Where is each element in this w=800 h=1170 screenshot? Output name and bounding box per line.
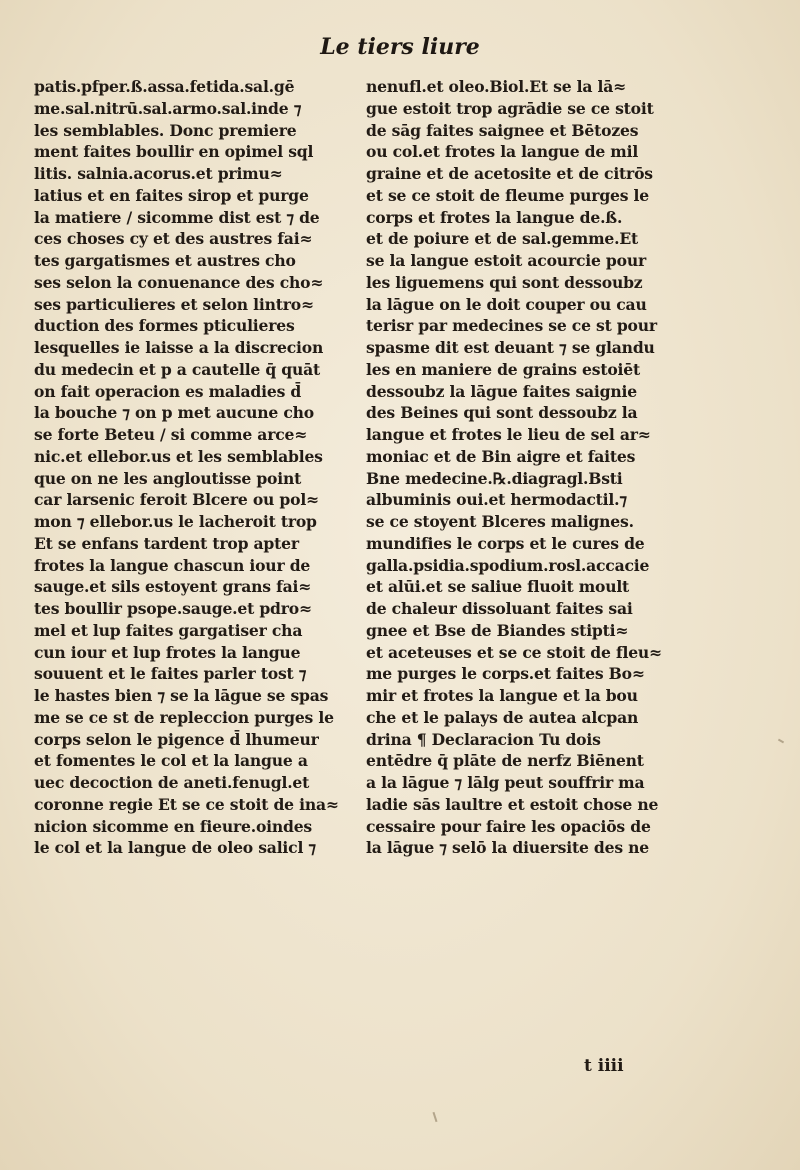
text-line: corps selon le pigence d̄ lhumeur — [34, 729, 319, 749]
text-line: cessaire pour faire les opaciōs de — [366, 816, 651, 836]
text-line: patis.pfper.ß.assa.fetida.sal.gē — [34, 77, 295, 96]
text-line: nenufl.et oleo.Biol.Et se la lā≈ — [366, 77, 627, 96]
text-line: la matiere / sicomme dist est ⁊ de — [34, 207, 320, 227]
margin-stain — [433, 1112, 438, 1122]
text-line: moniac et de Bin aigre et faites — [366, 446, 636, 466]
text-line: mel et lup faites gargatiser cha — [34, 620, 303, 640]
text-line: les semblables. Donc premiere — [34, 120, 297, 140]
text-line: et de poiure et de sal.gemme.Et — [366, 229, 639, 249]
text-line: gnee et Bse de Biandes stipti≈ — [366, 620, 629, 640]
text-line: de sāg faites saignee et Bētozes — [366, 120, 639, 140]
text-line: le hastes bien ⁊ se la lāgue se spas — [34, 686, 329, 705]
text-line: souuent et le faites parler tost ⁊ — [34, 664, 307, 684]
text-line: ou col.et frotes la langue de mil — [366, 142, 639, 162]
text-line: Bne medecine.℞.diagragl.Bsti — [366, 468, 623, 488]
text-line: ses particulieres et selon lintro≈ — [34, 294, 314, 314]
text-line: dessoubz la lāgue faites saignie — [366, 381, 637, 401]
right-text-column — [366, 76, 688, 859]
text-line: se forte Beteu / si comme arce≈ — [34, 425, 308, 444]
text-line: latius et en faites sirop et purge — [34, 185, 309, 205]
text-line: coronne regie Et se ce stoit de ina≈ — [34, 794, 339, 814]
text-line: et aceteuses et se ce stoit de fleu≈ — [366, 642, 662, 662]
signature-mark: t iiii — [584, 1056, 624, 1076]
text-line: duction des formes pticulieres — [34, 316, 295, 336]
text-line: ses selon la conuenance des cho≈ — [34, 272, 324, 292]
margin-stain — [778, 739, 784, 744]
text-line: mon ⁊ ellebor.us le lacheroit trop — [34, 512, 317, 531]
text-line: ces choses cy et des austres fai≈ — [34, 229, 313, 249]
text-line: Et se enfans tardent trop apter — [34, 533, 299, 553]
text-line: ment faites boullir en opimel sql — [34, 142, 314, 162]
text-line: corps et frotes la langue de.ß. — [366, 207, 623, 227]
text-line: entēdre q̄ plāte de nerfz Biēnent — [366, 751, 644, 771]
left-text-column — [34, 76, 356, 859]
text-line: terisr par medecines se ce st pour — [366, 316, 657, 336]
text-line: et fomentes le col et la langue a — [34, 751, 308, 771]
text-line: me se ce st de repleccion purges le — [34, 707, 334, 727]
text-line: tes gargatismes et austres cho — [34, 251, 296, 270]
text-line: langue et frotes le lieu de sel ar≈ — [366, 425, 651, 444]
text-line: galla.psidia.spodium.rosl.accacie — [366, 555, 650, 575]
text-line: sauge.et sils estoyent grans fai≈ — [34, 577, 312, 597]
text-line: que on ne les angloutisse point — [34, 468, 302, 488]
text-line: lesquelles ie laisse a la discrecion — [34, 338, 324, 357]
text-line: frotes la langue chascun iour de — [34, 555, 311, 575]
text-line: la bouche ⁊ on p met aucune cho — [34, 403, 315, 423]
text-line: litis. salnia.acorus.et primu≈ — [34, 164, 283, 183]
text-line: albuminis oui.et hermodactil.⁊ — [366, 490, 627, 510]
text-line: me purges le corps.et faites Bo≈ — [366, 664, 645, 684]
text-line: des Beines qui sont dessoubz la — [366, 403, 638, 423]
text-line: che et le palays de autea alcpan — [366, 707, 639, 727]
text-line: se la langue estoit acourcie pour — [366, 251, 646, 270]
text-line: les liguemens qui sont dessoubz — [366, 272, 643, 292]
running-head: Le tiers liure — [320, 34, 480, 60]
text-line: nic.et ellebor.us et les semblables — [34, 446, 323, 466]
text-line: et se ce stoit de fleume purges le — [366, 185, 649, 205]
text-line: nicion sicomme en fieure.oindes — [34, 816, 313, 836]
text-line: graine et de acetosite et de citrōs — [366, 164, 653, 183]
text-line: la lāgue ⁊ selō la diuersite des ne — [366, 838, 650, 858]
text-line: uec decoction de aneti.fenugl.et — [34, 773, 310, 792]
text-line: tes boullir psope.sauge.et pdro≈ — [34, 599, 312, 618]
text-line: me.sal.nitrū.sal.armo.sal.inde ⁊ — [34, 98, 302, 118]
text-line: la lāgue on le doit couper ou cau — [366, 294, 647, 314]
text-line: le col et la langue de oleo salicl ⁊ — [34, 838, 316, 858]
text-line: du medecin et p a cautelle q̄ quāt — [34, 359, 321, 379]
text-line: de chaleur dissoluant faites sai — [366, 599, 633, 618]
text-line: a la lāgue ⁊ lālg peut souffrir ma — [366, 773, 645, 792]
text-line: ladie sās laultre et estoit chose ne — [366, 794, 659, 814]
text-line: on fait operacion es maladies d̄ — [34, 381, 302, 401]
text-line: et alūi.et se saliue fluoit moult — [366, 577, 630, 597]
text-line: gue estoit trop agrādie se ce stoit — [366, 98, 654, 118]
text-line: spasme dit est deuant ⁊ se glandu — [366, 338, 655, 357]
text-line: mundifies le corps et le cures de — [366, 533, 645, 553]
text-line: se ce stoyent Blceres malignes. — [366, 512, 634, 531]
text-line: car larsenic feroit Blcere ou pol≈ — [34, 490, 319, 510]
text-line: cun iour et lup frotes la langue — [34, 642, 301, 662]
text-line: drina ¶ Declaracion Tu dois — [366, 729, 601, 749]
text-line: mir et frotes la langue et la bou — [366, 686, 638, 705]
text-line: les en maniere de grains estoiēt — [366, 359, 640, 379]
